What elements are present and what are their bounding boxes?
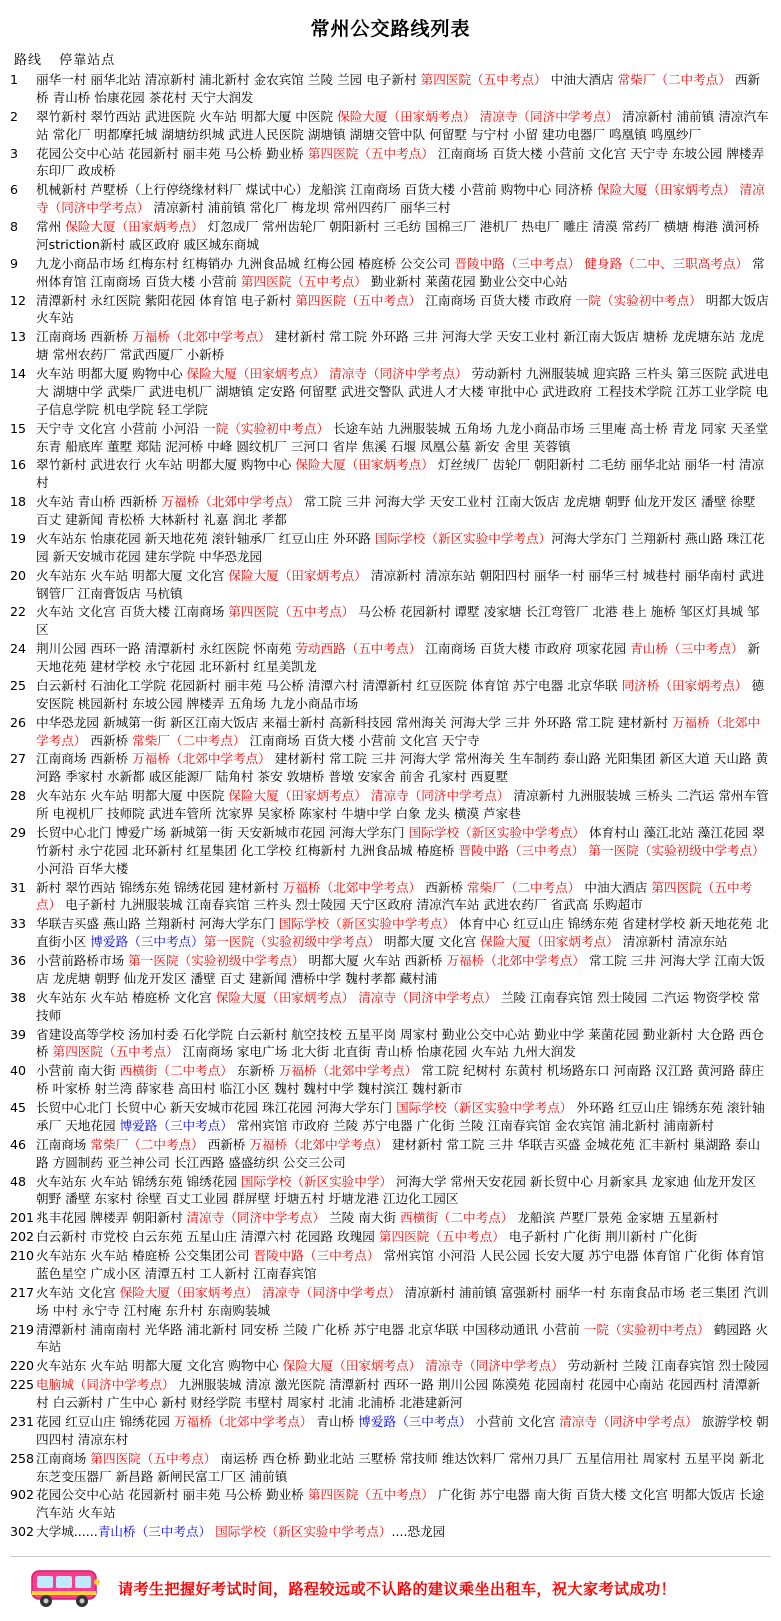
route-stops [36, 1062, 771, 1099]
stop-text: 中油大酒店 [580, 879, 652, 895]
stop-text: 花园公交中心站 花园新村 丽丰苑 马公桥 勤业桥 [36, 145, 308, 161]
stop-text: 江南商场 百货大楼 市政府 项家花园 [421, 641, 631, 657]
table-row [10, 1321, 771, 1358]
exam-site-label: 劳动西路（五中考点） [295, 641, 422, 657]
stop-text: 常工院 三井 河海大学 天安工业村 江南大饭店 龙虎塘 朝野 仙龙开发区 潘壁 徐墅 百丈 建新闻 青松桥 大林新村 礼嘉 润北 孝都 [36, 494, 756, 527]
exam-site-label: 清凉寺（同济中学考点） [479, 108, 619, 124]
exam-site-label: 保险大厦（田家炳考点） [215, 989, 355, 1005]
stop-text: 劳动新村 兰陵 江南春宾馆 烈士陵园 [563, 1358, 769, 1374]
stop-text: 清潭新村 永红医院 紫阳花园 体育馆 电子新村 [36, 292, 296, 308]
route-stops [36, 1486, 771, 1523]
route-stops [36, 603, 771, 640]
exam-site-label: 万福桥（北郊中学考点） [278, 1063, 418, 1079]
stop-text: 荆川公园 西环一路 清潭新村 永红医院 怀南苑 [36, 641, 296, 657]
route-stops [36, 1026, 771, 1063]
route-stops [36, 255, 771, 292]
table-row [10, 493, 771, 530]
route-stops [36, 1099, 771, 1136]
exam-site-label: 万福桥（北郊中学考点） [173, 1413, 313, 1429]
route-stops [36, 1321, 771, 1358]
exam-site-label: 万福桥（北郊中学考点） [249, 1136, 389, 1152]
stop-text: 鹤园路 火车站 [36, 1321, 769, 1355]
stop-text: 长贸中心北门 长贸中心 新天安城市花园 珠江花园 河海大学东门 [36, 1100, 397, 1115]
exam-site-label: 晋陵中路（三中考点） [458, 842, 585, 858]
stop-text: 清凉新村 浦前镇 清凉汽车站 常化厂 明都摩托城 湖塘纺织城 武进人民医院 湖塘镇 湖塘交管中队 何留墅 与宁村 小留 建功电器厂 鸣凰镇 鸣凰纱厂 [36, 108, 769, 142]
exam-site-label: 西横街（二中考点） [400, 1210, 514, 1226]
table-row [10, 1376, 771, 1413]
route-stops [36, 714, 771, 751]
exam-site-label: 清凉寺（同济中学考点） [358, 989, 497, 1005]
route-stops [36, 787, 771, 824]
route-number: 6 [10, 182, 19, 198]
stop-text: 南运桥 西仓桥 勤业北站 三墅桥 常技师 维达饮料厂 常州刀具厂 五星信用社 周家村 五星平岗 新北 东芝变压器厂 新昌路 新闸民富工厂区 浦前镇 [36, 1450, 765, 1484]
route-number: 46 [10, 1136, 27, 1152]
route-number: 36 [10, 953, 27, 968]
table-row [10, 218, 771, 255]
stop-text: 江南商场 西新桥 [36, 329, 133, 345]
table-row [10, 420, 771, 457]
route-stops [36, 640, 771, 677]
stop-text: 大学城...... [36, 1524, 98, 1540]
stop-text: 灯丝绒厂 齿轮厂 朝阳新村 二毛纺 丽华北站 丽华一村 清凉村 [36, 457, 765, 491]
stop-text: 兆丰花园 牌楼弄 朝阳新村 [36, 1210, 187, 1226]
stop-text: 西新桥 青山桥 怡康花园 茶花村 天宁大润发 [36, 72, 761, 105]
table-row [10, 1284, 771, 1321]
stop-text: 华联吉买盛 燕山路 兰翔新村 河海大学东门 [36, 916, 279, 932]
stop-text: 广化街 苏宁电器 南大街 百货大楼 文化宫 明都大饭店 长途汽车站 火车站 [36, 1487, 765, 1521]
table-row [10, 255, 771, 292]
exam-site-label: 万福桥（北郊中学考点） [282, 879, 422, 895]
table-row [10, 750, 771, 787]
stop-text: 火车站 文化宫 [36, 1284, 120, 1300]
exam-site-label: 保险大厦（田家炳考点） [186, 366, 326, 381]
stop-text: 清凉新村 清凉东站 [618, 934, 728, 950]
route-number: 302 [10, 1524, 35, 1540]
exam-site-label: 同济桥（田家炳考点） [621, 677, 748, 693]
route-stops [36, 989, 771, 1026]
route-stops [36, 1413, 771, 1450]
route-number: 19 [10, 530, 27, 546]
table-row [10, 292, 771, 329]
exam-site-label: 第四医院（五中考点） [52, 1044, 179, 1060]
route-number: 15 [10, 420, 27, 436]
stop-text: 小营前路桥市场 [36, 953, 129, 968]
exam-site-label: 国际学校（新区实验中学） [240, 1173, 393, 1189]
exam-site-label: 第四医院（五中考点） [307, 145, 434, 161]
route-stops [36, 952, 771, 989]
stop-text: 明都大饭店 火车站 [36, 292, 769, 326]
stop-text: 旅游学校 朝四四村 清凉东村 [36, 1413, 769, 1447]
stop-text: 常工院 三井 河海大学 江南大饭店 龙虎塘 朝野 仙龙开发区 潘壁 百丈 建新闻 漕桥中学 魏村孝都 藏村浦 [36, 953, 765, 986]
exam-site-label: 国际学校（新区实验中学考点） [215, 1524, 392, 1540]
stop-text: 河海大学 常州天安花园 新长贸中心 月新家具 龙家迪 仙龙开发区 朝野 潘壁 东家村 徐壁 百丈工业园 群屏壁 圩塘五村 圩塘龙港 江边化工园区 [36, 1173, 757, 1207]
exam-site-label: 常柴厂（二中考点） [132, 732, 246, 748]
footer-note [10, 1556, 771, 1621]
stop-text: 西新桥 [203, 1136, 250, 1152]
stop-text: 灯忽成厂 常州齿轮厂 朝阳新村 三毛纺 国棉三厂 港机厂 热电厂 雕庄 清漠 常药厂 横塘 梅港 潢河桥 河striction新村 戚区政府 戚区城东商城 [36, 219, 760, 252]
stop-text: 建材新村 常工院 三井 华联吉买盛 金城花苑 汇丰新村 巢湖路 泰山路 方圆制药 亚兰神公司 长江西路 盛盛纺织 公交三公司 [36, 1136, 761, 1170]
stop-text: 丽华一村 丽华北站 清凉新村 浦北新村 金农宾馆 兰陵 兰园 电子新村 [36, 72, 421, 87]
exam-site-label: 晋陵中路（三中考点） [253, 1248, 380, 1263]
exam-site-label: 国际学校（新区实验中学考点） [396, 1100, 573, 1115]
stop-text: 常州 [36, 219, 66, 234]
route-stops [36, 1173, 771, 1210]
stop-text: 劳动新村 九洲服装城 迎宾路 三杵头 第三医院 武进电大 湖塘中学 武柴厂 武进电机厂 湖塘镇 定安路 何留墅 武进交警队 武进人才大楼 审批中心 武进政府 工程技术学院 江苏工业学院 电子信息学院 机电学院 轻工学院 [36, 366, 769, 417]
exam-site-label: 国际学校（新区实验中学考点） [278, 916, 456, 932]
stop-text: 火车站 文化宫 百货大楼 江南商场 [36, 604, 229, 620]
exam-site-label: 第四医院（五中考点） [90, 1450, 217, 1466]
table-row [10, 1099, 771, 1136]
table-row [10, 1413, 771, 1450]
table-row [10, 1523, 771, 1542]
route-stops [36, 108, 771, 145]
stop-text: 清凉新村 浦前镇 富强新村 丽华一村 东南食品市场 老三集团 汽训场 中村 永宁寺 江村庵 东升村 东南购装城 [36, 1284, 769, 1318]
exam-site-label: 保险大厦（田家炳考点） [119, 1284, 259, 1300]
route-number: 12 [10, 292, 27, 308]
route-stops [36, 750, 771, 787]
exam-site-label: 万福桥（北郊中学考点） [161, 494, 300, 510]
exam-site-label: 第一医院（实验初级中学考点） [203, 934, 381, 950]
route-number: 18 [10, 494, 27, 510]
exam-site-label: 常柴厂（二中考点） [90, 1136, 204, 1152]
stop-text: 火车站东 火车站 明都大厦 中医院 [36, 788, 229, 804]
route-number: 9 [10, 255, 19, 271]
table-row [10, 824, 771, 879]
exam-site-label: 青山桥（三中考点） [630, 641, 744, 657]
table-row [10, 989, 771, 1026]
stop-text: 白云新村 石油化工学院 花园新村 丽丰苑 马公桥 清潭六村 清潭新村 红豆医院 体育馆 苏宁电器 北京华联 [36, 677, 622, 693]
exam-site-label: 清凉寺（同济中学考点） [370, 788, 510, 804]
route-stops [36, 879, 771, 916]
stop-text: 长途车站 九洲服装城 五角场 九龙小商品市场 三里庵 高士桥 青龙 同家 天圣堂 东青 船底库 董墅 郑陆 泥河桥 中峰 圆纹机厂 三河口 省岸 焦溪 石堰 凤凰公墓 新安 舍里 芙蓉镇 [36, 420, 769, 454]
stop-text: 建材新村 常工院 外环路 三井 河海大学 天安工业村 新江南大饭店 塘桥 龙虎塘东站 龙虎塘 常州农药厂 常武西厦厂 小新桥 [36, 329, 765, 363]
stop-text: 体育村山 藻江北站 藻江花园 翠竹新村 永宁花园 北环新村 红星集团 化工学校 红梅新村 九洲食品城 椿庭桥 [36, 824, 765, 858]
exam-site-label: 第四医院（五中考点） [378, 1229, 505, 1245]
exam-site-label: 清凉寺（同济中学考点） [425, 1358, 564, 1374]
table-row [10, 1026, 771, 1063]
route-number: 25 [10, 677, 27, 693]
exam-site-label: 博爱路（三中考点） [90, 934, 204, 950]
stop-text: 翠竹新村 武进农行 火车站 明都大厦 购物中心 [36, 457, 296, 473]
route-stops [36, 365, 771, 420]
exam-site-label: 博爱路（三中考点） [119, 1117, 233, 1133]
stop-text: 新天地花苑 建材学校 永宁花园 北环新村 红星美凯龙 [36, 641, 761, 674]
exam-site-label: 博爱路（三中考点） [358, 1413, 472, 1429]
exam-site-label: 万福桥（北郊中学考点） [132, 329, 271, 345]
route-number: 14 [10, 366, 27, 381]
exam-site-label: 一院（实验初中考点） [583, 1321, 710, 1337]
exam-site-label: 青山桥（三中考点） [97, 1524, 212, 1540]
stop-text: 花园公交中心站 花园新村 丽丰苑 马公桥 勤业桥 [36, 1487, 308, 1503]
route-number: 40 [10, 1063, 27, 1079]
stop-text: 花园 红豆山庄 锦绣花园 [36, 1413, 174, 1429]
route-number: 210 [10, 1248, 35, 1263]
route-stops [36, 328, 771, 365]
stop-text: 小营前 文化宫 [471, 1413, 560, 1429]
stop-text: 火车站东 火车站 椿庭桥 文化宫 [36, 989, 216, 1005]
route-number: 1 [10, 72, 19, 87]
exam-site-label: 第四医院（五中考点） [420, 72, 547, 87]
route-stops [36, 1136, 771, 1173]
stop-text: 省建设高等学校 汤加村委 石化学院 白云新村 航空技校 五星平岗 周家村 勤业公交中心站 勤业中学 莱菌花园 勤业新村 大仓路 西仓桥 [36, 1026, 765, 1060]
stop-text: 清潭新村 浦南南村 光华路 浦北新村 同安桥 兰陵 广化桥 苏宁电器 北京华联 中国移动通讯 小营前 [36, 1321, 584, 1337]
route-number: 45 [10, 1100, 27, 1115]
table-row [10, 108, 771, 145]
stop-text: 兰陵 南大街 [325, 1210, 401, 1226]
exam-site-label: 常柴厂（二中考点） [467, 879, 581, 895]
table-row [10, 145, 771, 182]
route-number: 219 [10, 1321, 35, 1337]
table-row [10, 677, 771, 714]
stop-text: 江南商场 百货大楼 小营前 文化宫 天宁寺 东坡公园 牌楼弄 东印厂 政成桥 [36, 145, 765, 179]
route-number: 38 [10, 989, 27, 1005]
table-row [10, 1209, 771, 1228]
route-number: 31 [10, 879, 27, 895]
exam-site-label: 清凉寺（同济中学考点） [329, 366, 468, 381]
route-number: 220 [10, 1358, 35, 1374]
stop-text: 长贸中心北门 博爱广场 新城第一街 天安新城市花园 河海大学东门 [36, 824, 409, 840]
stop-text: 火车站东 火车站 椿庭桥 公交集团公司 [36, 1248, 254, 1263]
stop-text: 龙船滨 芦墅厂景苑 金家塘 五星新村 [513, 1210, 719, 1226]
exam-site-label: 万福桥（北郊中学考点） [132, 751, 271, 767]
stop-text: 机械新村 芦墅桥（上行停绕缘材料厂 煤试中心）龙船滨 江南商场 百货大楼 小营前 购物中心 同济桥 [36, 182, 597, 198]
route-number: 26 [10, 714, 27, 730]
stop-text: ....恐龙园 [391, 1524, 446, 1540]
route-stops [36, 1376, 771, 1413]
stop-text: 体育中心 红豆山庄 锦绣东苑 省建材学校 新天地花苑 北直街小区 [36, 916, 769, 950]
exam-site-label: 第四医院（五中考点） [36, 879, 753, 913]
stop-text: 火车站东 火车站 明都大厦 文化宫 购物中心 [36, 1358, 283, 1374]
route-stops [36, 493, 771, 530]
route-stops [36, 1209, 771, 1228]
table-row [10, 915, 771, 952]
exam-site-label: 清凉寺（同济中学考点） [559, 1413, 698, 1429]
exam-site-label: 国际学校（新区实验中学考点） [408, 824, 585, 840]
route-number: 201 [10, 1210, 35, 1226]
table-row [10, 714, 771, 751]
exam-site-label: 健身路（二中、三职高考点） [584, 255, 749, 271]
stop-text: 东新桥 [232, 1063, 279, 1079]
stop-text: 江南商场 [36, 1136, 91, 1152]
route-stops [36, 915, 771, 952]
table-row [10, 640, 771, 677]
stop-text: 火车站东 怡康花园 新天地花苑 滚针轴承厂 红豆山庄 外环路 [36, 530, 375, 546]
stop-text: 天宁寺 文化宫 小营前 小河沿 [36, 420, 204, 436]
exam-site-label: 保险大厦（田家炳考点） [228, 567, 367, 583]
stop-text: 兰陵 江南春宾馆 烈士陵园 二汽运 物资学校 常技师 [36, 989, 761, 1023]
exam-site-label: 清凉寺（同济中学考点） [262, 1284, 401, 1300]
route-number: 258 [10, 1450, 35, 1466]
exam-site-label: 西横街（二中考点） [119, 1063, 233, 1079]
route-stops [36, 456, 771, 493]
route-stops [36, 420, 771, 457]
stop-text: 火车站东 火车站 锦绣东苑 锦绣花园 [36, 1173, 241, 1189]
stop-text: 明都大厦 火车站 西新桥 [304, 953, 447, 968]
exam-site-label: 万福桥（北郊中学考点） [446, 953, 585, 968]
stop-text: 西新桥 [86, 732, 133, 748]
table-row [10, 530, 771, 567]
stop-text: 建材新村 常工院 三井 河海大学 常州海关 生车制药 泰山路 光阳集团 新区大道 天山路 黄河路 季家村 水新都 戚区能源厂 陆角村 茶安 敦塘桥 普墩 安家舍 前舍 孔家村 西夏墅 [36, 751, 769, 785]
exam-site-label: 保险大厦（田家炳考点） [65, 219, 204, 234]
header-col-no: 路线 [14, 53, 43, 68]
route-number: 3 [10, 145, 19, 161]
exam-site-label: 一院（实验初中考点） [575, 292, 702, 308]
route-number: 2 [10, 108, 19, 124]
table-row [10, 1357, 771, 1376]
exam-site-label: 万福桥（北郊中学考点） [36, 714, 761, 748]
table-row [10, 1486, 771, 1523]
route-stops [36, 567, 771, 604]
stop-text: 河海大学东门 兰翔新村 燕山路 珠江花园 新天安城市花园 建东学院 中华恐龙园 [36, 530, 765, 564]
exam-site-label: 第四医院（五中考点） [240, 273, 367, 289]
stop-text: 德安医院 桃园新村 东坡公园 牌楼弄 五角场 九龙小商品市场 [36, 677, 765, 711]
route-stops [36, 1357, 771, 1376]
table-row [10, 328, 771, 365]
page-title: 常州公交路线列表 [310, 18, 471, 40]
exam-site-label: 常柴厂（二中考点） [617, 72, 731, 87]
stop-text: 新村 翠竹西站 锦绣东苑 锦绣花园 建材新村 [36, 879, 283, 895]
stop-text: 常州体育馆 江南商场 百货大楼 小营前 [36, 255, 765, 289]
route-number: 29 [10, 824, 27, 840]
route-stops [36, 145, 771, 182]
stop-text: 中油大酒店 [546, 72, 618, 87]
route-number: 20 [10, 567, 27, 583]
stop-text: 常州宾馆 市政府 兰陵 苏宁电器 广化街 兰陵 江南春宾馆 金农宾馆 浦北新村 浦南新村 [232, 1117, 714, 1133]
route-stops [36, 71, 771, 108]
stop-text: 西新桥 [421, 879, 468, 895]
stop-text: 江南商场 西新桥 [36, 751, 133, 767]
stop-text: 九龙小商品市场 红梅东村 红梅销办 九洲食品城 红梅公园 椿庭桥 公交公司 [36, 255, 455, 271]
route-stops [36, 1450, 771, 1487]
exam-site-label: 保险大厦（田家炳考点） [480, 934, 619, 950]
route-stops [36, 530, 771, 567]
exam-site-label: 保险大厦（田家炳考点） [596, 182, 736, 198]
stop-text: 清凉新村 浦前镇 常化厂 梅龙坝 常州四药厂 丽华三村 [149, 200, 451, 216]
route-stops [36, 292, 771, 329]
route-number: 48 [10, 1173, 27, 1189]
bus-icon [28, 1567, 104, 1609]
exam-site-label: 电脑城（同济中学考点） [36, 1377, 179, 1393]
table-row [10, 1062, 771, 1099]
route-number: 225 [10, 1377, 35, 1393]
stop-text: 火车站 明都大厦 购物中心 [36, 366, 187, 381]
exam-site-label: 第四医院（五中考点） [307, 1487, 434, 1503]
exam-site-label: 清凉寺（同济中学考点） [186, 1210, 326, 1226]
route-number: 231 [10, 1413, 35, 1429]
table-row [10, 879, 771, 916]
table-row [10, 456, 771, 493]
exam-site-label: 保险大厦（田家炳考点） [282, 1358, 422, 1374]
route-stops [36, 181, 771, 218]
table-row [10, 952, 771, 989]
stop-text: 电子新村 九洲服装城 江南春宾馆 三杵头 烈士陵园 天宁区政府 清凉汽车站 武进农药厂 省武高 乐购超市 [61, 897, 643, 913]
route-stops [36, 1228, 771, 1247]
header-col-stops: 停靠站点 [59, 53, 116, 68]
stop-text: 中华恐龙园 新城第一街 新区江南大饭店 来福士新村 高新科技园 常州海关 河海大学 三井 外环路 常工院 建材新村 [36, 714, 672, 730]
table-row [10, 1247, 771, 1284]
stop-text: 清凉新村 九洲服装城 三桥头 二汽运 常州车管所 电视机厂 技师院 武进车管所 沈家界 吴家桥 陈家村 牛塘中学 白象 龙头 横漠 芦家巷 [36, 788, 769, 821]
exam-site-label: 第四医院（五中考点） [295, 292, 422, 308]
exam-site-label: 保险大厦（田家炳考点） [337, 108, 476, 124]
route-stops [36, 1523, 771, 1542]
stop-text: 白云新村 市党校 白云东苑 五星山庄 清潭六村 花园路 玫瑰园 [36, 1229, 379, 1245]
route-number: 33 [10, 916, 27, 932]
route-number: 8 [10, 219, 19, 234]
route-number: 902 [10, 1487, 35, 1503]
route-number: 22 [10, 604, 27, 620]
route-number: 217 [10, 1284, 35, 1300]
table-row [10, 1228, 771, 1247]
route-stops [36, 824, 771, 879]
exam-site-label: 一院（实验初中考点） [203, 420, 330, 436]
exam-site-label: 保险大厦（田家炳考点） [228, 788, 367, 804]
stop-text: 电子新村 广化街 荆川新村 广化街 [504, 1229, 698, 1245]
route-number: 24 [10, 641, 27, 657]
stop-text: 常工院 纪树村 东黄村 机场路东口 河南路 汉江路 黄河路 薛庄桥 叶家桥 射兰湾 薛家巷 高田村 临江小区 魏村 魏村中学 魏村滨江 魏村新市 [36, 1063, 765, 1097]
stop-text: 火车站 青山桥 西新桥 [36, 494, 162, 510]
route-number: 28 [10, 788, 27, 804]
stop-text: 常州宾馆 小河沿 人民公园 长安大厦 苏宁电器 体育馆 广化街 体育馆 蓝色星空 广成小区 清潭五村 工人新村 江南春宾馆 [36, 1248, 765, 1281]
routes-table [10, 71, 771, 1542]
stop-text: 小河沿 百华大楼 [36, 860, 129, 876]
route-number: 27 [10, 751, 27, 767]
exam-site-label: 第一医院（实验初级中学考点） [128, 953, 305, 968]
stop-text: 勤业新村 莱菌花园 勤业公交中心站 [366, 273, 568, 289]
stop-text: 九洲服装城 清凉 激光医院 清潭新村 西环一路 荆川公园 陈漠苑 花园南村 花园中心南站 花园西村 清潭新村 白云新村 广生中心 新村 财经学院 韦壁村 周家村 北浦 北浦桥 北港建新河 [36, 1377, 761, 1410]
stop-text: 江南商场 家电广场 北大街 北直街 青山桥 怡康花园 火车站 九州大润发 [178, 1044, 576, 1060]
table-row [10, 365, 771, 420]
stop-text: 明都大厦 文化宫 [380, 934, 481, 950]
table-row [10, 1173, 771, 1210]
exam-site-label: 第一医院（实验初级中学考点） [588, 842, 765, 858]
route-stops [36, 1247, 771, 1284]
stop-text: 江南商场 百货大楼 市政府 [421, 292, 576, 308]
stop-text: 青山桥 [312, 1413, 359, 1429]
route-stops [36, 677, 771, 714]
table-row [10, 567, 771, 604]
stop-text: 江南商场 百货大楼 小营前 文化宫 天宁寺 [245, 732, 480, 748]
route-number: 13 [10, 329, 27, 345]
table-row [10, 71, 771, 108]
route-stops [36, 1284, 771, 1321]
table-row [10, 1136, 771, 1173]
stop-text: 火车站东 火车站 明都大厦 文化宫 [36, 567, 229, 583]
stop-text: 翠竹新村 翠竹西站 武进医院 火车站 明都大厦 中医院 [36, 108, 338, 124]
route-number: 16 [10, 457, 27, 473]
stop-text: 马公桥 花园新村 谭墅 凌家塘 长江弯管厂 北港 巷上 施桥 邹区灯具城 邹区 [36, 604, 760, 638]
route-stops [36, 218, 771, 255]
exam-site-label: 第四医院（五中考点） [228, 604, 355, 620]
stop-text: 外环路 红豆山庄 锦绣东苑 滚针轴承厂 天地花园 [36, 1100, 765, 1133]
exam-site-label: 国际学校（新区实验中学考点） [374, 530, 552, 546]
table-header [14, 49, 771, 68]
table-row [10, 1450, 771, 1487]
table-row [10, 787, 771, 824]
table-row [10, 603, 771, 640]
route-number: 39 [10, 1026, 27, 1042]
exam-site-label: 晋陵中路（三中考点） [454, 255, 581, 271]
table-row [10, 181, 771, 218]
exam-site-label: 清凉寺（同济中学考点） [36, 182, 765, 216]
stop-text: 小营前 南大街 [36, 1063, 120, 1079]
route-number: 202 [10, 1229, 35, 1245]
stop-text: 江南商场 [36, 1450, 91, 1466]
footer-text: 请考生把握好考试时间，路程较远或不认路的建议乘坐出租车，祝大家考试成功！ [118, 1579, 677, 1598]
exam-site-label: 保险大厦（田家炳考点） [295, 457, 434, 473]
stop-text: 清凉新村 清凉东站 朝阳四村 丽华一村 丽华三村 城巷村 丽华南村 武进钢管厂 江南膏饭店 马杭镇 [36, 567, 765, 601]
